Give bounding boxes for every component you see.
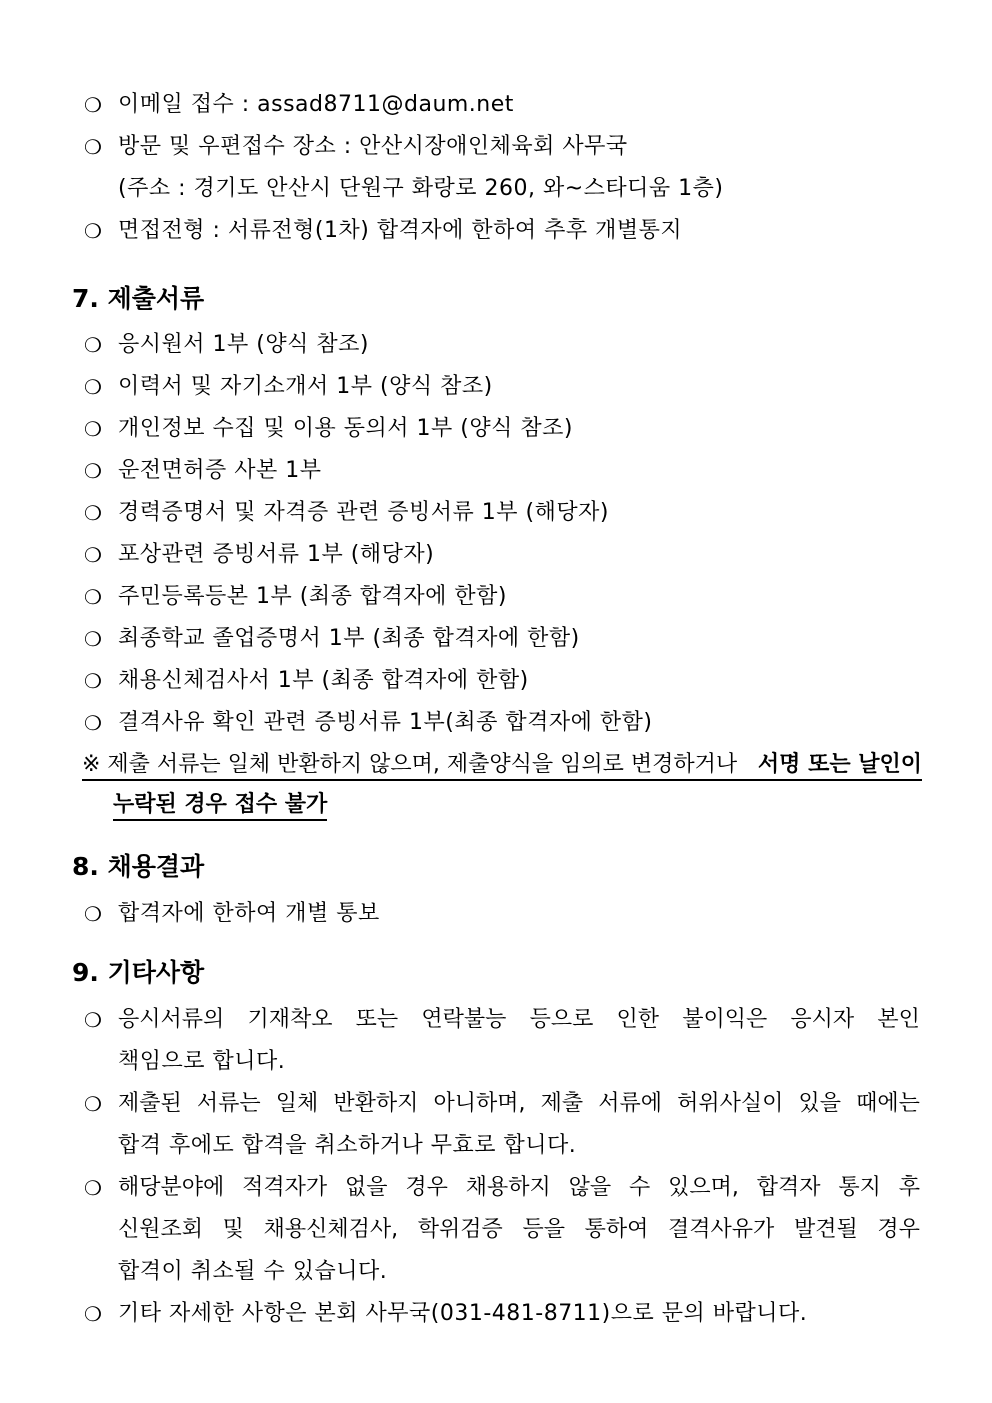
- word: 신원조회: [118, 1217, 204, 1242]
- paragraph-line: [118, 1090, 920, 1118]
- bullet-icon: ❍: [84, 1302, 102, 1326]
- bullet-icon: ❍: [84, 93, 102, 117]
- interview-line: 면접전형 : 서류전형(1차) 합격자에 한하여 추후 개별통지: [118, 218, 683, 243]
- list-item: 포상관련 증빙서류 1부 (해당자): [118, 542, 435, 567]
- word: 결격사유가: [668, 1217, 775, 1242]
- submission-note-emphasis: 서명 또는 날인이: [757, 752, 922, 777]
- word: 있으며,: [668, 1175, 739, 1200]
- list-item: 응시원서 1부 (양식 참조): [118, 332, 369, 357]
- word: 경우: [405, 1175, 448, 1200]
- paragraph-line: [118, 1216, 920, 1244]
- word: 없을: [345, 1175, 388, 1200]
- submission-note-text: ※ 제출 서류는 일체 반환하지 않으며, 제출양식을 임의로 변경하거나: [82, 752, 738, 777]
- section-7-heading: 7. 제출서류: [72, 284, 205, 313]
- bullet-icon: ❍: [84, 669, 102, 693]
- word: 등으로: [529, 1007, 594, 1032]
- bullet-icon: ❍: [84, 417, 102, 441]
- bullet-icon: ❍: [84, 135, 102, 159]
- word: 학위검증: [417, 1217, 503, 1242]
- word: 허위사실이: [677, 1091, 784, 1116]
- list-item: 결격사유 확인 관련 증빙서류 1부(최종 합격자에 한함): [118, 710, 653, 735]
- address-line: (주소 : 경기도 안산시 단원구 화랑로 260, 와~스타디움 1층): [118, 176, 724, 201]
- word: 아니하며,: [433, 1091, 526, 1116]
- word: 수: [629, 1175, 651, 1200]
- bullet-icon: ❍: [84, 543, 102, 567]
- word: 일체: [275, 1091, 319, 1116]
- visit-line: 방문 및 우편접수 장소 : 안산시장애인체육회 사무국: [118, 134, 628, 159]
- list-item: 주민등록등본 1부 (최종 합격자에 한함): [118, 584, 507, 609]
- word: 본인: [877, 1007, 920, 1032]
- list-item: 이력서 및 자기소개서 1부 (양식 참조): [118, 374, 493, 399]
- paragraph-line: 기타 자세한 사항은 본회 사무국(031-481-8711)으로 문의 바랍니다.: [118, 1301, 808, 1326]
- word: 합격자: [756, 1175, 821, 1200]
- section-8-heading: 8. 채용결과: [72, 852, 205, 881]
- word: 않을: [568, 1175, 612, 1200]
- word: 채용신체검사,: [263, 1217, 399, 1242]
- bullet-icon: ❍: [84, 219, 102, 243]
- word: 통지: [838, 1175, 881, 1200]
- bullet-icon: ❍: [84, 459, 102, 483]
- paragraph-line: 책임으로 합니다.: [118, 1049, 286, 1074]
- list-item: 채용신체검사서 1부 (최종 합격자에 한함): [118, 668, 529, 693]
- word: 서류는: [196, 1091, 261, 1116]
- word: 인한: [616, 1007, 660, 1032]
- word: 경우: [877, 1217, 920, 1242]
- list-item: 개인정보 수집 및 이용 동의서 1부 (양식 참조): [118, 416, 573, 441]
- bullet-icon: ❍: [84, 585, 102, 609]
- bullet-icon: ❍: [84, 1176, 102, 1200]
- word: 반환하지: [333, 1091, 419, 1116]
- word: 발견될: [793, 1217, 858, 1242]
- word: 기재착오: [247, 1007, 333, 1032]
- word: 및: [222, 1217, 244, 1242]
- section-9-heading: 9. 기타사항: [72, 958, 205, 987]
- list-item: 운전면허증 사본 1부: [118, 458, 322, 483]
- word: 서류에: [598, 1091, 663, 1116]
- word: 채용하지: [465, 1175, 551, 1200]
- word: 통하여: [584, 1217, 649, 1242]
- word: 해당분야에: [118, 1175, 225, 1200]
- word: 후: [898, 1175, 920, 1200]
- paragraph-line: [118, 1006, 920, 1034]
- paragraph-line: [118, 1174, 920, 1202]
- word: 응시서류의: [118, 1007, 225, 1032]
- submission-note-line1: [82, 751, 922, 781]
- email-line: 이메일 접수 : assad8711@daum.net: [118, 92, 514, 117]
- list-item: 합격자에 한하여 개별 통보: [118, 901, 380, 926]
- word: 또는: [355, 1007, 399, 1032]
- word: 불이익은: [682, 1007, 768, 1032]
- word: 응시자: [790, 1007, 855, 1032]
- bullet-icon: ❍: [84, 375, 102, 399]
- word: 연락불능: [421, 1007, 507, 1032]
- bullet-icon: ❍: [84, 627, 102, 651]
- list-item: 최종학교 졸업증명서 1부 (최종 합격자에 한함): [118, 626, 580, 651]
- word: 있을: [798, 1091, 842, 1116]
- list-item: 경력증명서 및 자격증 관련 증빙서류 1부 (해당자): [118, 500, 609, 525]
- submission-note-line2: 누락된 경우 접수 불가: [113, 791, 327, 821]
- bullet-icon: ❍: [84, 711, 102, 735]
- bullet-icon: ❍: [84, 501, 102, 525]
- paragraph-line: 합격이 취소될 수 있습니다.: [118, 1259, 388, 1284]
- word: 제출: [540, 1091, 584, 1116]
- word: 제출된: [118, 1091, 182, 1116]
- word: 적격자가: [242, 1175, 328, 1200]
- word: 때에는: [856, 1091, 920, 1116]
- paragraph-line: 합격 후에도 합격을 취소하거나 무효로 합니다.: [118, 1133, 577, 1158]
- bullet-icon: ❍: [84, 902, 102, 926]
- word: 등을: [522, 1217, 565, 1242]
- bullet-icon: ❍: [84, 333, 102, 357]
- bullet-icon: ❍: [84, 1092, 102, 1116]
- bullet-icon: ❍: [84, 1008, 102, 1032]
